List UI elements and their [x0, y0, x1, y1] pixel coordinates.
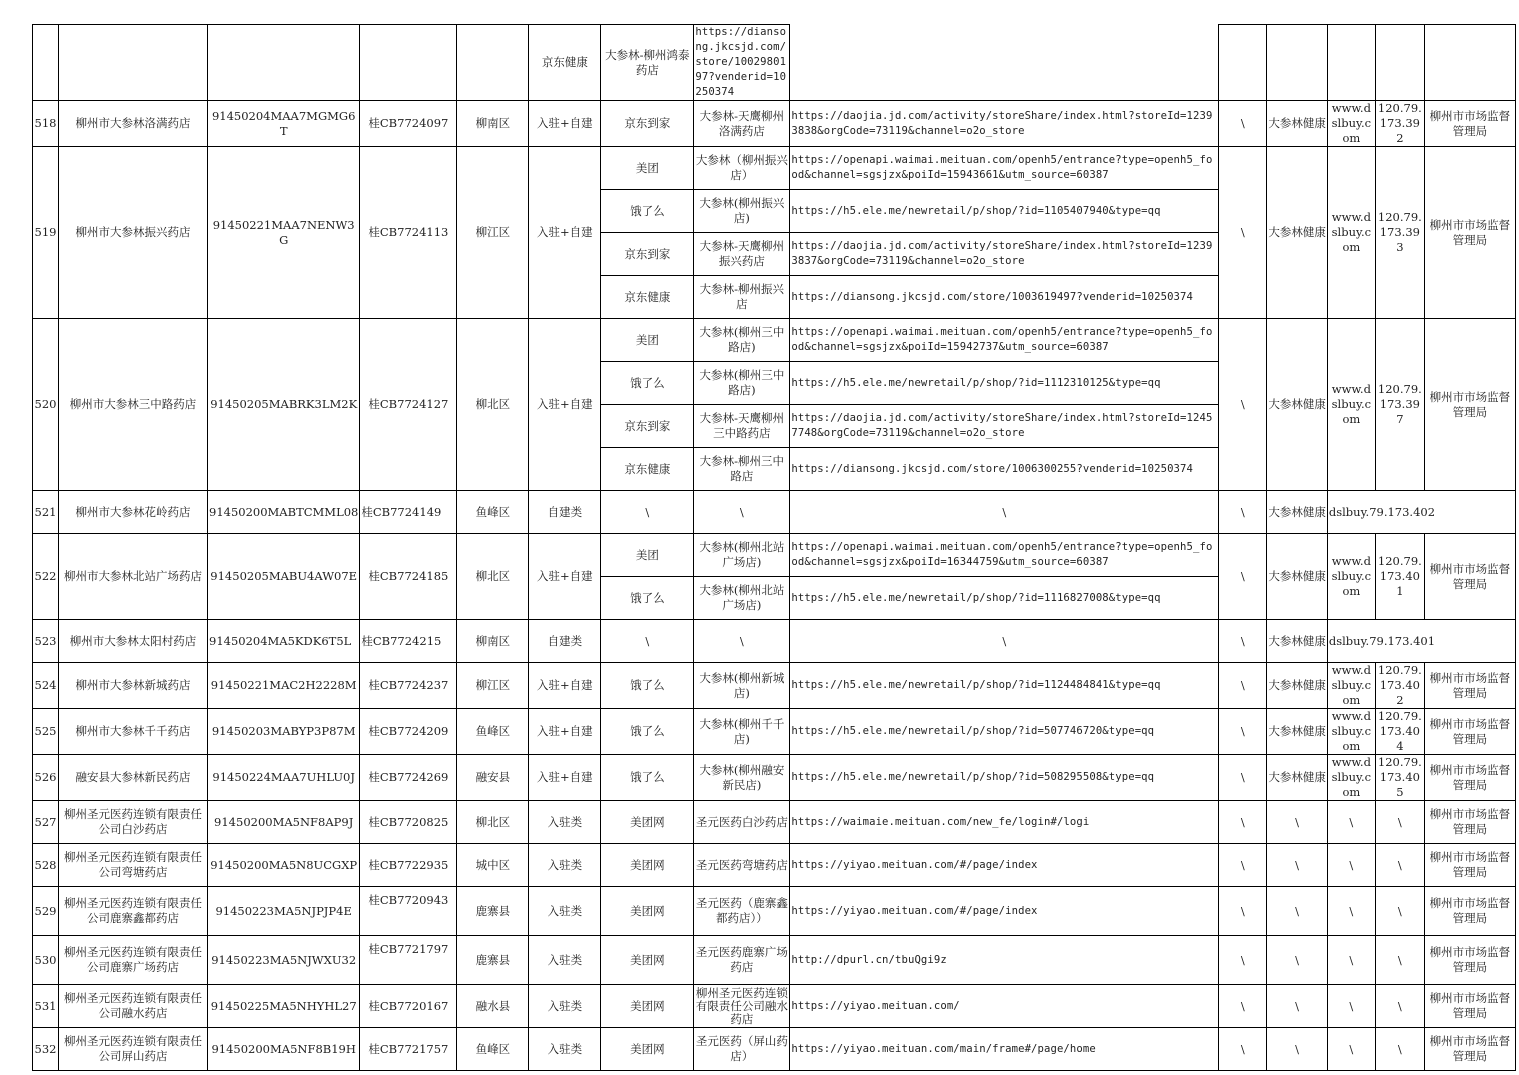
category: 入驻+自建: [529, 101, 601, 147]
ip-cell: \: [1375, 985, 1424, 1028]
domain-cell: www.dslbuy.com: [1327, 319, 1375, 491]
url-cell: https://daojia.jd.com/activity/storeShare/index.html?storeId=12393838&orgCode=73119&channel=o2o_store: [790, 101, 1219, 147]
district: 柳北区: [457, 319, 529, 491]
ip-cell: 120.79.173.393: [1375, 147, 1424, 319]
ip-cell: 120.79.173.392: [1375, 101, 1424, 147]
platform-cell: 美团: [601, 147, 694, 190]
category: 入驻+自建: [529, 663, 601, 709]
credit-code: 91450205MABU4AW07E: [208, 534, 360, 620]
row-number: 526: [33, 755, 59, 801]
license-number: 桂CB7724269: [360, 755, 457, 801]
shop-cell: 大参林（柳州振兴店）: [694, 147, 790, 190]
url-cell: https://yiyao.meituan.com/: [790, 985, 1219, 1028]
district: 柳北区: [457, 801, 529, 844]
platform-cell: 饿了么: [601, 663, 694, 709]
slash-cell: \: [1219, 985, 1267, 1028]
category: 入驻+自建: [529, 709, 601, 755]
domain-ip-cell: dslbuy.79.173.401: [1327, 620, 1515, 663]
slash-cell: \: [1219, 936, 1267, 985]
category: 入驻类: [529, 985, 601, 1028]
district: 鱼峰区: [457, 709, 529, 755]
pharmacy-registry-table: [32, 24, 1516, 1071]
shop-cell: \: [694, 620, 790, 663]
row-number: 525: [33, 709, 59, 755]
district: 鱼峰区: [457, 1028, 529, 1071]
shop-cell: 大参林(柳州北站广场店): [694, 577, 790, 620]
category: 入驻类: [529, 801, 601, 844]
authority-cell: 柳州市市场监督管理局: [1424, 534, 1515, 620]
platform-cell: 京东健康: [529, 25, 601, 101]
url-cell: https://daojia.jd.com/activity/storeShare/index.html?storeId=12393837&orgCode=73119&channel=o2o_store: [790, 233, 1219, 276]
shop-cell: 圣元医药弯塘药店: [694, 844, 790, 887]
platform-cell: 美团网: [601, 887, 694, 936]
domain-cell: \: [1327, 887, 1375, 936]
license-number: 桂CB7724097: [360, 101, 457, 147]
table-row: [33, 985, 1516, 1028]
company-name: 柳州市大参林北站广场药店: [59, 534, 208, 620]
district: 柳江区: [457, 147, 529, 319]
credit-code: 91450223MA5NJWXU32: [208, 936, 360, 985]
shop-cell: 圣元医药（鹿寨鑫都药店））: [694, 887, 790, 936]
company-name: 柳州市大参林太阳村药店: [59, 620, 208, 663]
credit-code: 91450204MA5KDK6T5L: [208, 620, 360, 663]
ip-cell: 120.79.173.402: [1375, 663, 1424, 709]
shop-cell: 大参林-天鹰柳州振兴药店: [694, 233, 790, 276]
authority-cell: 柳州市市场监督管理局: [1424, 709, 1515, 755]
slash-cell: \: [1219, 887, 1267, 936]
platform-cell: 饿了么: [601, 577, 694, 620]
platform-cell: 饿了么: [601, 362, 694, 405]
row-number: 519: [33, 147, 59, 319]
shop-cell: 圣元医药鹿寨广场药店: [694, 936, 790, 985]
ip-cell: \: [1375, 1028, 1424, 1071]
row-number: 521: [33, 491, 59, 534]
table-row: [33, 887, 1516, 936]
shop-cell: 大参林(柳州新城店): [694, 663, 790, 709]
row-number: 520: [33, 319, 59, 491]
credit-code: 91450221MAC2H2228M: [208, 663, 360, 709]
shop-cell: 大参林-柳州振兴店: [694, 276, 790, 319]
app-name: 大参林健康: [1267, 534, 1328, 620]
slash-cell: \: [1219, 101, 1267, 147]
ip-cell: \: [1375, 844, 1424, 887]
credit-code: 91450205MABRK3LM2K: [208, 319, 360, 491]
slash-cell: \: [1219, 620, 1267, 663]
platform-cell: 京东到家: [601, 101, 694, 147]
app-name: 大参林健康: [1267, 147, 1328, 319]
table-row: [33, 147, 1516, 190]
company-name: 柳州圣元医药连锁有限责任公司鹿寨广场药店: [59, 936, 208, 985]
domain-cell: www.dslbuy.com: [1327, 755, 1375, 801]
row-number: 522: [33, 534, 59, 620]
credit-code: 91450200MA5NF8B19H: [208, 1028, 360, 1071]
slash-cell: \: [1219, 709, 1267, 755]
credit-code: 91450204MAA7MGMG6T: [208, 101, 360, 147]
platform-cell: 饿了么: [601, 755, 694, 801]
shop-cell: 大参林(柳州振兴店): [694, 190, 790, 233]
app-name: \: [1267, 1028, 1328, 1071]
app-name: \: [1267, 844, 1328, 887]
category: 自建类: [529, 620, 601, 663]
category: 自建类: [529, 491, 601, 534]
platform-cell: 美团网: [601, 985, 694, 1028]
url-cell: https://openapi.waimai.meituan.com/openh5/entrance?type=openh5_food&channel=sgsjzx&poiId=15942737&utm_source=60387: [790, 319, 1219, 362]
license-number: 桂CB7720943: [360, 887, 457, 936]
ip-cell: 120.79.173.401: [1375, 534, 1424, 620]
authority-cell: 柳州市市场监督管理局: [1424, 985, 1515, 1028]
url-cell: https://h5.ele.me/newretail/p/shop/?id=1116827008&type=qq: [790, 577, 1219, 620]
domain-cell: www.dslbuy.com: [1327, 101, 1375, 147]
license-number: 桂CB7724127: [360, 319, 457, 491]
district: 融水县: [457, 985, 529, 1028]
row-number: 518: [33, 101, 59, 147]
ip-cell: \: [1375, 936, 1424, 985]
authority-cell: 柳州市市场监督管理局: [1424, 147, 1515, 319]
authority-cell: 柳州市市场监督管理局: [1424, 801, 1515, 844]
table-row: [33, 844, 1516, 887]
platform-cell: 美团: [601, 319, 694, 362]
license-number: 桂CB7724237: [360, 663, 457, 709]
app-name: 大参林健康: [1267, 319, 1328, 491]
category: 入驻+自建: [529, 147, 601, 319]
url-cell: https://h5.ele.me/newretail/p/shop/?id=508295508&type=qq: [790, 755, 1219, 801]
platform-cell: 京东到家: [601, 233, 694, 276]
company-name: 柳州圣元医药连锁有限责任公司鹿寨鑫都药店: [59, 887, 208, 936]
district: 鹿寨县: [457, 887, 529, 936]
company-name: 柳州市大参林花岭药店: [59, 491, 208, 534]
company-name: 柳州市大参林千千药店: [59, 709, 208, 755]
slash-cell: \: [1219, 319, 1267, 491]
url-cell: https://diansong.jkcsjd.com/store/1006300255?venderid=10250374: [790, 448, 1219, 491]
table-row: [33, 709, 1516, 755]
authority-cell: 柳州市市场监督管理局: [1424, 1028, 1515, 1071]
shop-cell: 大参林-天鹰柳州三中路药店: [694, 405, 790, 448]
shop-cell: 柳州圣元医药连锁有限责任公司融水药店: [695, 985, 788, 1026]
credit-code: 91450200MA5NF8AP9J: [208, 801, 360, 844]
ip-cell: 120.79.173.405: [1375, 755, 1424, 801]
domain-cell: www.dslbuy.com: [1327, 709, 1375, 755]
company-name: 融安县大参林新民药店: [59, 755, 208, 801]
license-number: 桂CB7724185: [360, 534, 457, 620]
company-name: 柳州市大参林振兴药店: [59, 147, 208, 319]
row-number: 530: [33, 936, 59, 985]
license-number: 桂CB7722935: [360, 844, 457, 887]
row-number: 531: [33, 985, 59, 1028]
category: 入驻+自建: [529, 755, 601, 801]
slash-cell: \: [1219, 534, 1267, 620]
domain-cell: www.dslbuy.com: [1327, 147, 1375, 319]
shop-cell: 大参林-柳州鸿泰药店: [601, 25, 694, 101]
domain-cell: \: [1327, 985, 1375, 1028]
platform-cell: \: [601, 491, 694, 534]
category: 入驻类: [529, 844, 601, 887]
authority-cell: 柳州市市场监督管理局: [1424, 319, 1515, 491]
authority-cell: 柳州市市场监督管理局: [1424, 844, 1515, 887]
slash-cell: \: [1219, 755, 1267, 801]
company-name: 柳州市大参林新城药店: [59, 663, 208, 709]
app-name: \: [1267, 936, 1328, 985]
url-cell: \: [790, 491, 1219, 534]
ip-cell: 120.79.173.404: [1375, 709, 1424, 755]
district: 柳南区: [457, 620, 529, 663]
url-cell: https://yiyao.meituan.com/main/frame#/page/home: [790, 1028, 1219, 1071]
url-cell: https://h5.ele.me/newretail/p/shop/?id=1124484841&type=qq: [790, 663, 1219, 709]
url-cell: http://dpurl.cn/tbuQgi9z: [790, 936, 1219, 985]
row-number: 529: [33, 887, 59, 936]
ip-cell: \: [1375, 801, 1424, 844]
url-cell: https://yiyao.meituan.com/#/page/index: [790, 844, 1219, 887]
district: 鱼峰区: [457, 491, 529, 534]
url-cell: https://openapi.waimai.meituan.com/openh5/entrance?type=openh5_food&channel=sgsjzx&poiId=15943661&utm_source=60387: [790, 147, 1219, 190]
platform-cell: 美团网: [601, 801, 694, 844]
url-cell: https://daojia.jd.com/activity/storeShare/index.html?storeId=12457748&orgCode=73119&channel=o2o_store: [790, 405, 1219, 448]
domain-cell: \: [1327, 844, 1375, 887]
district: 鹿寨县: [457, 936, 529, 985]
domain-ip-cell: dslbuy.79.173.402: [1327, 491, 1515, 534]
platform-cell: 京东健康: [601, 276, 694, 319]
ip-cell: \: [1375, 887, 1424, 936]
shop-cell: \: [694, 491, 790, 534]
domain-cell: \: [1327, 936, 1375, 985]
shop-cell: 圣元医药白沙药店: [694, 801, 790, 844]
domain-cell: \: [1327, 1028, 1375, 1071]
authority-cell: 柳州市市场监督管理局: [1424, 101, 1515, 147]
credit-code: 91450223MA5NJPJP4E: [208, 887, 360, 936]
credit-code: 91450203MABYP3P87M: [208, 709, 360, 755]
category: 入驻+自建: [529, 534, 601, 620]
app-name: 大参林健康: [1267, 755, 1328, 801]
domain-cell: \: [1327, 801, 1375, 844]
company-name: 柳州圣元医药连锁有限责任公司融水药店: [59, 985, 208, 1028]
slash-cell: \: [1219, 147, 1267, 319]
table-row: [33, 534, 1516, 577]
domain-cell: www.dslbuy.com: [1327, 534, 1375, 620]
domain-cell: www.dslbuy.com: [1327, 663, 1375, 709]
license-number: 桂CB7721757: [360, 1028, 457, 1071]
table-row: [33, 755, 1516, 801]
district: 融安县: [457, 755, 529, 801]
table-row: [33, 663, 1516, 709]
license-number: 桂CB7720825: [360, 801, 457, 844]
district: 柳江区: [457, 663, 529, 709]
credit-code: 91450225MA5NHYHL27: [208, 985, 360, 1028]
platform-cell: 美团网: [601, 936, 694, 985]
company-name: 柳州圣元医药连锁有限责任公司屏山药店: [59, 1028, 208, 1071]
url-cell: \: [790, 620, 1219, 663]
platform-cell: 饿了么: [601, 709, 694, 755]
url-cell: https://waimaie.meituan.com/new_fe/login#/logi: [790, 801, 1219, 844]
app-name: 大参林健康: [1267, 101, 1328, 147]
platform-cell: \: [601, 620, 694, 663]
platform-cell: 美团网: [601, 1028, 694, 1071]
app-name: 大参林健康: [1267, 709, 1328, 755]
table-row: [33, 101, 1516, 147]
table-row: [33, 1028, 1516, 1071]
license-number: 桂CB7724149: [360, 491, 457, 534]
table-row: [33, 801, 1516, 844]
company-name: 柳州市大参林洛满药店: [59, 101, 208, 147]
app-name: \: [1267, 801, 1328, 844]
app-name: 大参林健康: [1267, 620, 1328, 663]
company-name: 柳州圣元医药连锁有限责任公司白沙药店: [59, 801, 208, 844]
authority-cell: 柳州市市场监督管理局: [1424, 887, 1515, 936]
district: 柳南区: [457, 101, 529, 147]
district: 柳北区: [457, 534, 529, 620]
category: 入驻类: [529, 887, 601, 936]
url-cell: https://h5.ele.me/newretail/p/shop/?id=1112310125&type=qq: [790, 362, 1219, 405]
url-cell: https://openapi.waimai.meituan.com/openh5/entrance?type=openh5_food&channel=sgsjzx&poiId=16344759&utm_source=60387: [790, 534, 1219, 577]
table-row: [33, 491, 1516, 534]
license-number: 桂CB7724215: [360, 620, 457, 663]
app-name: 大参林健康: [1267, 491, 1328, 534]
credit-code: 91450200MA5N8UCGXP: [208, 844, 360, 887]
row-number: 524: [33, 663, 59, 709]
row-number: 528: [33, 844, 59, 887]
credit-code: 91450224MAA7UHLU0J: [208, 755, 360, 801]
license-number: 桂CB7724209: [360, 709, 457, 755]
row-number: 527: [33, 801, 59, 844]
url-cell: https://yiyao.meituan.com/#/page/index: [790, 887, 1219, 936]
url-cell: https://diansong.jkcsjd.com/store/1003619497?venderid=10250374: [790, 276, 1219, 319]
shop-cell: 大参林-柳州三中路店: [694, 448, 790, 491]
slash-cell: \: [1219, 491, 1267, 534]
platform-cell: 饿了么: [601, 190, 694, 233]
slash-cell: \: [1219, 844, 1267, 887]
category: 入驻类: [529, 936, 601, 985]
slash-cell: \: [1219, 663, 1267, 709]
platform-cell: 京东健康: [601, 448, 694, 491]
app-name: 大参林健康: [1267, 663, 1328, 709]
table-row: [33, 936, 1516, 985]
company-name: 柳州市大参林三中路药店: [59, 319, 208, 491]
url-cell: https://diansong.jkcsjd.com/store/1002980197?venderid=10250374: [694, 25, 790, 101]
shop-cell: 大参林-天鹰柳州洛满药店: [694, 101, 790, 147]
table-row: [33, 25, 1516, 101]
table-row: [33, 620, 1516, 663]
url-cell: https://h5.ele.me/newretail/p/shop/?id=507746720&type=qq: [790, 709, 1219, 755]
license-number: 桂CB7724113: [360, 147, 457, 319]
row-number: 532: [33, 1028, 59, 1071]
license-number: 桂CB7721797: [360, 936, 457, 985]
shop-cell: 圣元医药（屏山药店）: [694, 1028, 790, 1071]
platform-cell: 美团网: [601, 844, 694, 887]
license-number: 桂CB7720167: [360, 985, 457, 1028]
url-cell: https://h5.ele.me/newretail/p/shop/?id=1105407940&type=qq: [790, 190, 1219, 233]
company-name: 柳州圣元医药连锁有限责任公司弯塘药店: [59, 844, 208, 887]
authority-cell: 柳州市市场监督管理局: [1424, 936, 1515, 985]
authority-cell: 柳州市市场监督管理局: [1424, 755, 1515, 801]
platform-cell: 美团: [601, 534, 694, 577]
district: 城中区: [457, 844, 529, 887]
slash-cell: \: [1219, 801, 1267, 844]
shop-cell: 大参林(柳州北站广场店): [694, 534, 790, 577]
ip-cell: 120.79.173.397: [1375, 319, 1424, 491]
category: 入驻类: [529, 1028, 601, 1071]
credit-code: 91450221MAA7NENW3G: [208, 147, 360, 319]
slash-cell: \: [1219, 1028, 1267, 1071]
table-row: [33, 319, 1516, 362]
row-number: 523: [33, 620, 59, 663]
shop-cell: 大参林(柳州三中路店): [694, 362, 790, 405]
shop-cell: 大参林(柳州千千店): [694, 709, 790, 755]
authority-cell: 柳州市市场监督管理局: [1424, 663, 1515, 709]
category: 入驻+自建: [529, 319, 601, 491]
platform-cell: 京东到家: [601, 405, 694, 448]
shop-cell: 大参林(柳州融安新民店): [694, 755, 790, 801]
shop-cell: 大参林(柳州三中路店): [694, 319, 790, 362]
credit-code: 91450200MABTCMML08: [208, 491, 360, 534]
app-name: \: [1267, 985, 1328, 1028]
app-name: \: [1267, 887, 1328, 936]
